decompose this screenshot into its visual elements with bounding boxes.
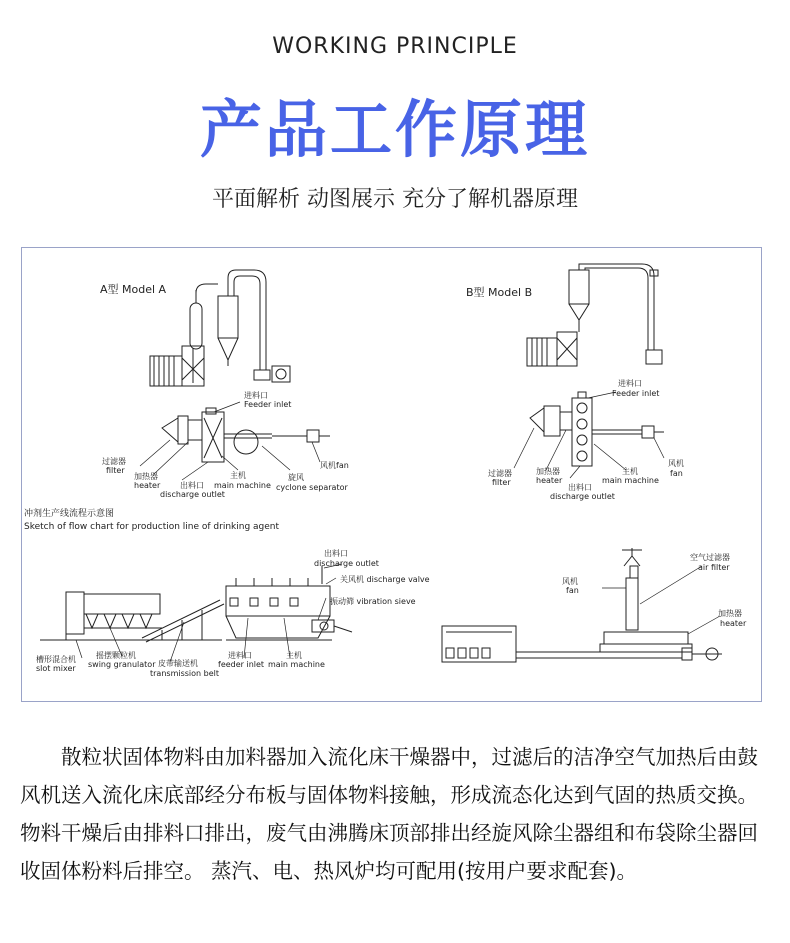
- flow-swing-cn: 摇摆颗粒机: [96, 651, 136, 660]
- model-a-fan: 风机fan: [320, 461, 349, 470]
- flow-belt-en: transmission belt: [150, 669, 220, 678]
- model-a-elevation: [150, 270, 290, 386]
- model-a-leaders: [140, 402, 320, 480]
- model-b-plan: [530, 392, 664, 466]
- model-b-discharge-cn: 出料口: [568, 483, 592, 492]
- model-b-heater-en: heater: [536, 476, 563, 485]
- page-subtitle: 平面解析 动图展示 充分了解机器原理: [212, 187, 578, 212]
- flow-swing-en: swing granulator: [88, 660, 156, 669]
- flow-title-cn: 冲剂生产线流程示意图: [24, 509, 115, 519]
- flow-air-en: air filter: [698, 563, 730, 572]
- flow-slot-en: slot mixer: [36, 664, 76, 673]
- model-a-discharge-cn: 出料口: [180, 481, 204, 490]
- model-b-fan-cn: 风机: [668, 459, 684, 468]
- flow-fan-en: fan: [566, 586, 579, 595]
- model-a-filter-cn: 过滤器: [102, 457, 126, 466]
- flow-heater-cn: 加热器: [718, 609, 742, 618]
- model-b-main-en: main machine: [602, 476, 659, 485]
- model-a-cyclone-en: cyclone separator: [276, 483, 348, 492]
- model-a-title: A型 Model A: [100, 283, 167, 296]
- model-b-heater-cn: 加热器: [536, 467, 560, 476]
- flow-discharge-en: discharge outlet: [314, 559, 379, 568]
- model-b-discharge-en: discharge outlet: [550, 492, 615, 501]
- flow-belt-cn: 皮带输送机: [158, 659, 198, 668]
- flow-slot-cn: 槽形混合机: [36, 655, 76, 664]
- model-a-heater-cn: 加热器: [134, 472, 158, 481]
- flow-heater-en: heater: [720, 619, 747, 628]
- model-a-main-en: main machine: [214, 481, 271, 490]
- model-a-plan: [162, 408, 330, 462]
- flow-main-en: main machine: [268, 660, 325, 669]
- diagram-frame: [21, 247, 762, 702]
- model-a-feeder-en: Feeder inlet: [244, 400, 292, 409]
- page-title: 产品工作原理: [199, 93, 590, 166]
- flow-fan-cn: 风机: [562, 577, 578, 586]
- model-b-main-cn: 主机: [622, 467, 638, 476]
- model-b-fan-en: fan: [670, 469, 683, 478]
- model-b-feeder-cn: 进料口: [618, 379, 642, 388]
- model-a-discharge-en: discharge outlet: [160, 490, 225, 499]
- kicker-text: WORKING PRINCIPLE: [272, 34, 518, 59]
- model-a-main-cn: 主机: [230, 471, 246, 480]
- flow-feeder-cn: 进料口: [228, 651, 252, 660]
- flow-valve: 关风机 discharge valve: [340, 575, 430, 584]
- dryer-diagram: [22, 248, 761, 701]
- flow-air-cn: 空气过滤器: [690, 553, 730, 562]
- model-b-feeder-en: Feeder inlet: [612, 389, 660, 398]
- model-a-filter-en: filter: [106, 466, 125, 475]
- model-b-title: B型 Model B: [466, 286, 533, 299]
- model-a-cyclone-cn: 旋风: [288, 473, 304, 482]
- flow-main-cn: 主机: [286, 651, 302, 660]
- flow-discharge-cn: 出料口: [324, 549, 348, 558]
- model-a-heater-en: heater: [134, 481, 161, 490]
- model-b-filter-en: filter: [492, 478, 511, 487]
- description-paragraph: 散粒状固体物料由加料器加入流化床干燥器中，过滤后的洁净空气加热后由鼓风机送入流化床底部经分布板与固体物料接触，形成流态化达到气固的热质交换。物料干燥后由排料口排出，废气由沸腾床顶部排出经旋风除尘器组和布袋除尘器回收固体粉料后排空。 蒸汽、电、热风炉均可配用(按用户要求配套)。: [20, 745, 758, 883]
- flow-feeder-en: feeder inlet: [218, 660, 265, 669]
- model-a-feeder-cn: 进料口: [244, 391, 268, 400]
- flow-sieve: 振动筛 vibration sieve: [330, 597, 416, 606]
- flow-title-en: Sketch of flow chart for production line of drinking agent: [24, 522, 280, 532]
- model-b-filter-cn: 过滤器: [488, 469, 512, 478]
- model-b-elevation: [527, 264, 662, 366]
